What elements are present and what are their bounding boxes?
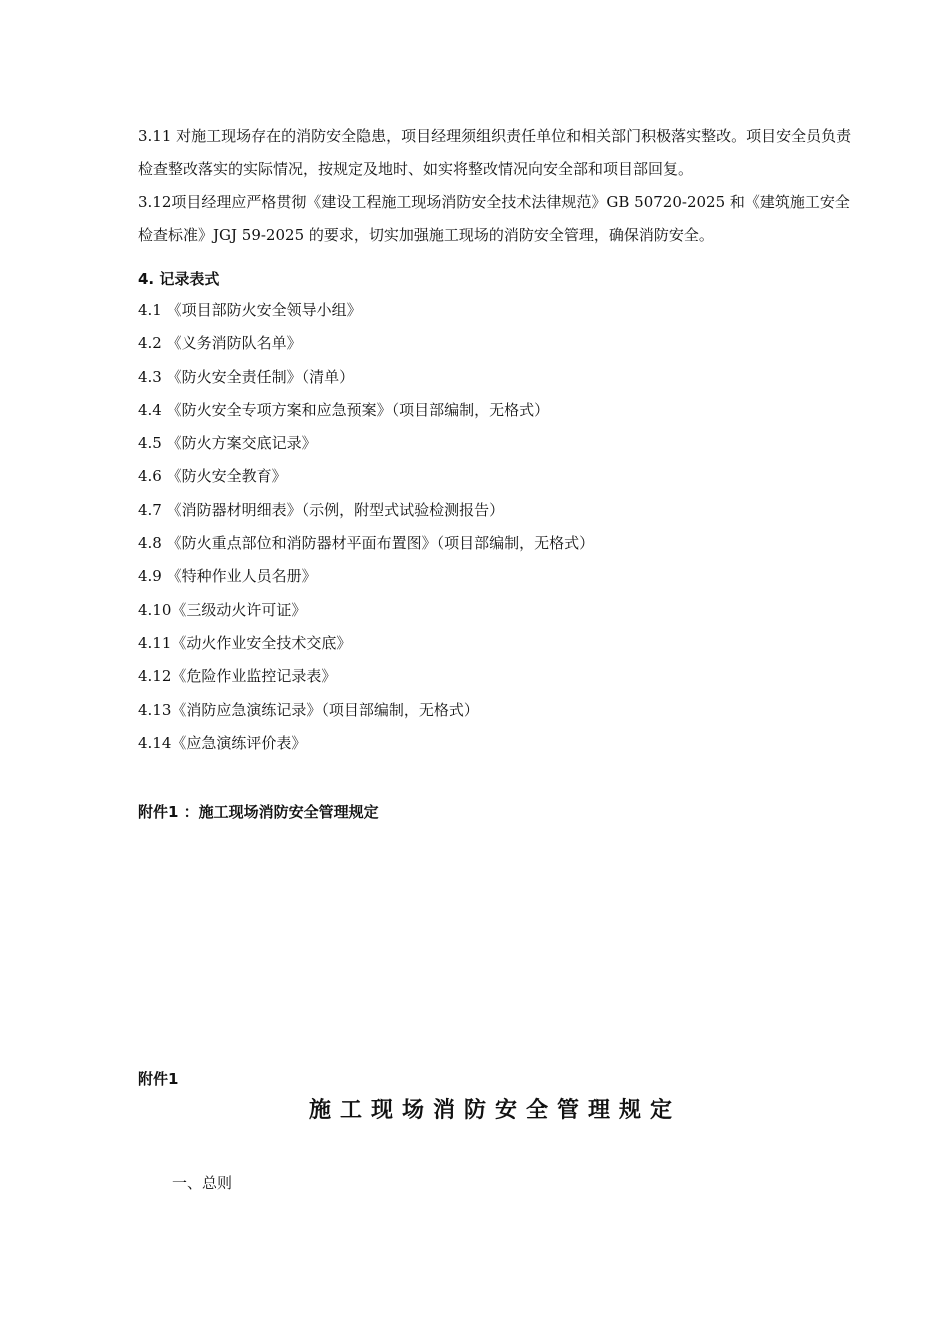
list-item: 4.8 《防火重点部位和消防器材平面布置图》（项目部编制，无格式） [138, 534, 595, 553]
list-item: 4.3 《防火安全责任制》（清单） [138, 367, 355, 386]
list-item: 4.2 《义务消防队名单》 [138, 334, 302, 353]
list-item: 4.7 《消防器材明细表》（示例，附型式试验检测报告） [138, 500, 505, 519]
paragraph-3-11: 3.11 对施工现场存在的消防安全隐患，项目经理须组织责任单位和相关部门积极落实整改。项目安全员负责检查整改落实的实际情况，按规定及地时、如实将整改情况向安全部和项目部回复。 [138, 127, 852, 178]
list-item: 4.1 《项目部防火安全领导小组》 [138, 301, 362, 319]
annex-reference: 附件1 ：施工现场消防安全管理规定 [138, 803, 379, 821]
section-4-heading: 4. 记录表式 [138, 270, 220, 288]
records-list [138, 294, 594, 760]
paragraph-3-12: 3.12项目经理应严格贯彻《建设工程施工现场消防安全技术法律规范》GB 50720-2025 和《建筑施工安全检查标准》JGJ 59-2025 的要求，切实加强施工现场的消防安全管理，确保消防安全。 [138, 193, 850, 244]
list-item: 4.14《应急演练评价表》 [138, 733, 307, 752]
list-item: 4.12《危险作业监控记录表》 [138, 667, 337, 686]
list-item: 4.6 《防火安全教育》 [138, 467, 287, 486]
list-item: 4.13《消防应急演练记录》（项目部编制，无格式） [138, 700, 479, 719]
annex-title: 施工现场消防安全管理规定 [308, 1098, 681, 1123]
section-general-heading: 一、总则 [172, 1174, 233, 1192]
list-item: 4.10《三级动火许可证》 [138, 600, 307, 619]
list-item: 4.4 《防火安全专项方案和应急预案》（项目部编制，无格式） [138, 400, 550, 419]
list-item: 4.11《动火作业安全技术交底》 [138, 633, 352, 652]
list-item: 4.5 《防火方案交底记录》 [138, 434, 317, 453]
annex-label: 附件1 [138, 1070, 179, 1088]
list-item: 4.9 《特种作业人员名册》 [138, 567, 317, 586]
